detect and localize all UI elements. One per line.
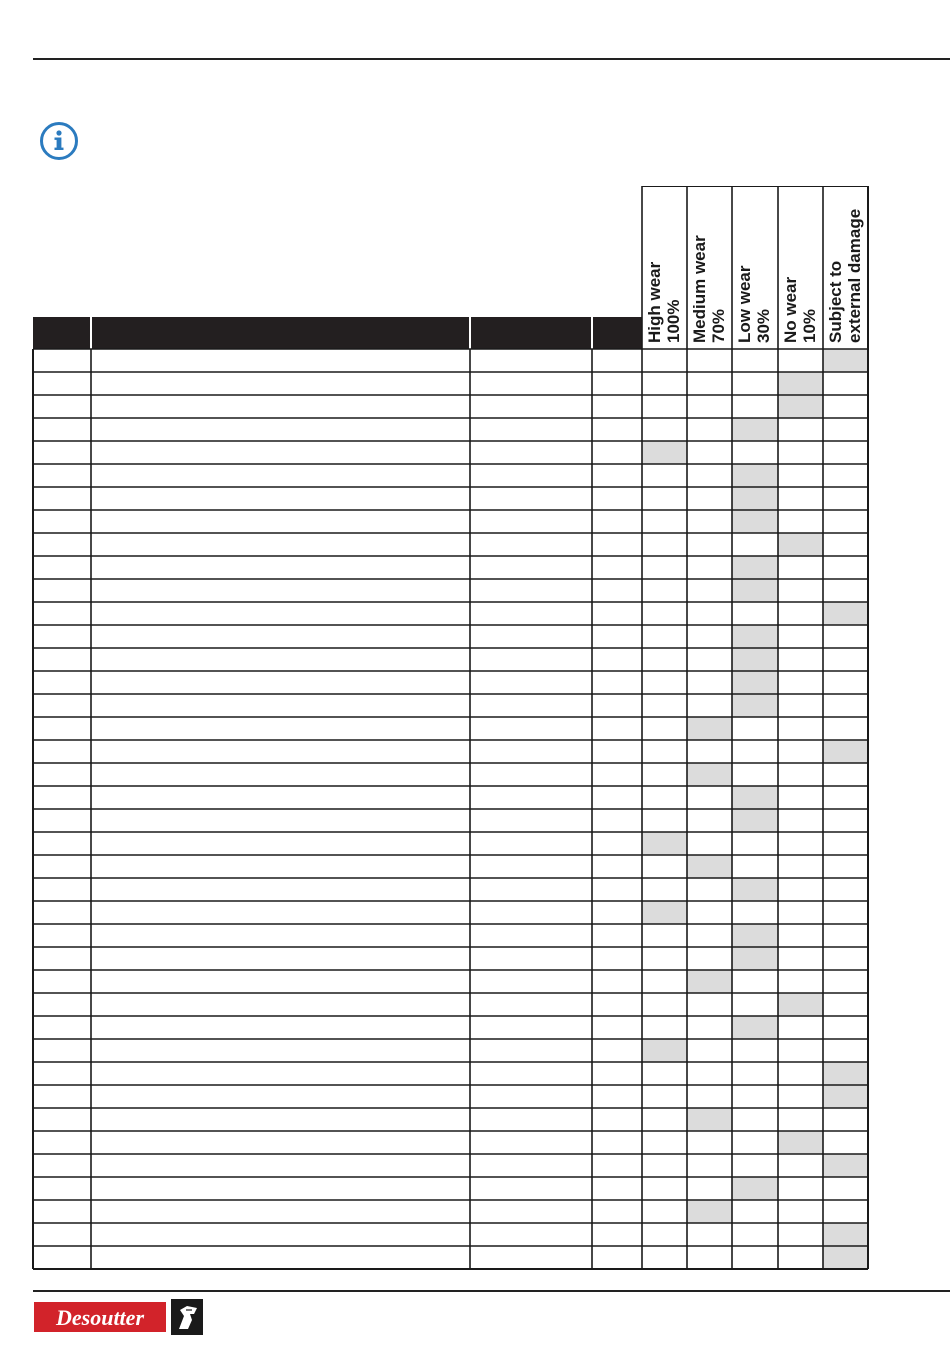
wear-mark-cell <box>732 947 778 970</box>
wear-mark-cell <box>732 924 778 947</box>
wear-mark-cell <box>732 1016 778 1039</box>
wear-header-line: 10% <box>800 308 819 343</box>
table-header-bar <box>33 317 642 349</box>
bottom-rule <box>33 1290 950 1292</box>
wear-header-line: 70% <box>709 308 728 343</box>
wear-mark-cell <box>732 1177 778 1200</box>
wear-mark-cell <box>732 694 778 717</box>
wear-mark-cell <box>732 878 778 901</box>
wear-mark-cell <box>823 1154 868 1177</box>
wear-mark-cell <box>778 993 823 1016</box>
wear-mark-cell <box>823 602 868 625</box>
wear-column-header-high <box>645 261 683 343</box>
wear-mark-cell <box>823 349 868 372</box>
wear-mark-cell <box>642 1039 687 1062</box>
wear-level-table <box>32 186 870 1273</box>
wear-header-line: 30% <box>754 308 773 343</box>
wear-header-line: Subject to <box>826 260 845 343</box>
wear-header-line: Medium wear <box>690 235 709 343</box>
wear-mark-cell <box>732 464 778 487</box>
wear-header-line: 100% <box>664 299 683 343</box>
wear-mark-cell <box>687 1200 732 1223</box>
wear-mark-cell <box>778 533 823 556</box>
wear-column-header-low <box>735 265 773 343</box>
wear-mark-cell <box>732 510 778 533</box>
wear-mark-cell <box>642 832 687 855</box>
wear-column-header-medium <box>690 235 728 343</box>
wear-header-line: No wear <box>781 276 800 343</box>
wear-mark-cell <box>778 395 823 418</box>
info-icon <box>38 120 80 162</box>
wear-mark-cell <box>823 1223 868 1246</box>
wear-column-header-external <box>826 209 864 343</box>
wear-header-line: external damage <box>845 208 864 343</box>
wear-mark-cell <box>642 901 687 924</box>
wear-mark-cell <box>732 671 778 694</box>
wear-mark-cell <box>732 786 778 809</box>
wear-mark-cell <box>732 556 778 579</box>
wear-mark-cell <box>732 418 778 441</box>
wear-mark-cell <box>687 1108 732 1131</box>
wear-mark-cell <box>778 1131 823 1154</box>
wear-mark-cell <box>687 763 732 786</box>
wear-column-header-none <box>781 276 819 343</box>
wear-mark-cell <box>687 855 732 878</box>
wear-mark-cell <box>823 1246 868 1269</box>
brand-text: Desoutter <box>56 1305 144 1330</box>
wear-mark-cell <box>642 441 687 464</box>
wear-mark-cell <box>823 1085 868 1108</box>
wear-mark-cell <box>732 579 778 602</box>
wear-mark-cell <box>823 1062 868 1085</box>
desoutter-logo <box>34 1298 204 1336</box>
wear-mark-cell <box>823 740 868 763</box>
wear-mark-cell <box>732 648 778 671</box>
wear-mark-cell <box>732 625 778 648</box>
top-rule <box>33 58 950 60</box>
wear-header-line: High wear <box>645 261 664 343</box>
wear-mark-cell <box>687 970 732 993</box>
wear-mark-cell <box>687 717 732 740</box>
wear-header-line: Low wear <box>735 265 754 343</box>
wear-mark-cell <box>732 487 778 510</box>
wear-mark-cell <box>778 372 823 395</box>
wear-mark-cell <box>732 809 778 832</box>
